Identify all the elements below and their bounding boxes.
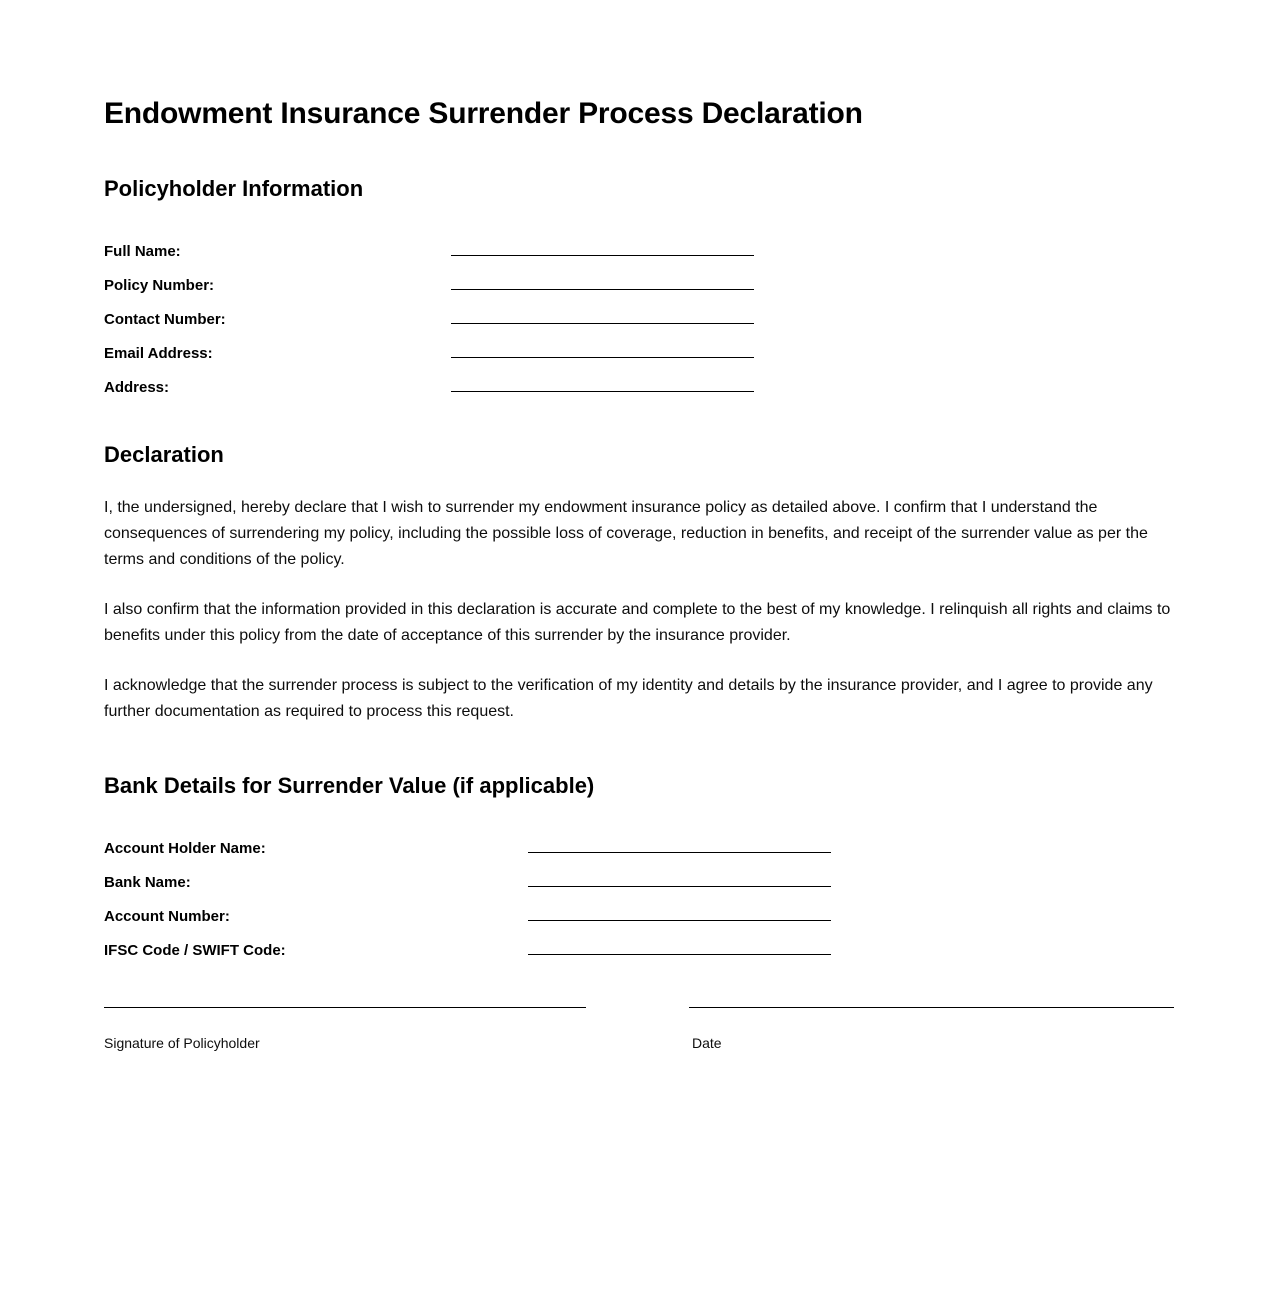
write-in-rule — [451, 323, 754, 324]
field-label-contact-number: Contact Number: — [104, 310, 226, 328]
table-row — [104, 328, 754, 362]
label-rule-spacer — [226, 260, 451, 294]
field-input-account-number[interactable] — [528, 891, 831, 925]
write-in-rule — [451, 357, 754, 358]
field-input-address[interactable] — [451, 362, 754, 396]
table-row — [104, 294, 754, 328]
signature-area — [104, 1007, 1174, 1077]
table-row — [104, 362, 754, 396]
page-title: Endowment Insurance Surrender Process Declaration — [104, 97, 863, 130]
field-label-ifsc-swift-code: IFSC Code / SWIFT Code: — [104, 941, 286, 959]
field-label-address: Address: — [104, 378, 170, 396]
table-row — [104, 823, 831, 857]
table-row — [104, 925, 831, 959]
write-in-rule — [451, 391, 754, 392]
bank-field-list — [104, 823, 831, 959]
field-input-full-name[interactable] — [451, 226, 754, 260]
label-rule-spacer — [226, 226, 451, 260]
field-input-email-address[interactable] — [451, 328, 754, 362]
field-label-email-address: Email Address: — [104, 344, 213, 362]
signature-caption: Signature of Policyholder — [104, 1035, 260, 1052]
write-in-rule — [528, 954, 831, 955]
bank-section-heading: Bank Details for Surrender Value (if applicable) — [104, 772, 595, 798]
declaration-body — [104, 495, 1174, 725]
field-input-contact-number[interactable] — [451, 294, 754, 328]
write-in-rule — [451, 255, 754, 256]
table-row — [104, 260, 754, 294]
field-input-policy-number[interactable] — [451, 260, 754, 294]
declaration-paragraph-1: I, the undersigned, hereby declare that I wish to surrender my endowment insurance policy as detailed above. I confirm that I understand the consequences of surrendering my policy, including the possible loss of coverage, reduction in benefits, and receipt of the surrender value as per the terms and conditions of the policy. — [104, 498, 1148, 568]
label-rule-spacer — [286, 823, 528, 857]
field-label-bank-name: Bank Name: — [104, 873, 191, 891]
write-in-rule — [528, 886, 831, 887]
field-label-account-holder-name: Account Holder Name: — [104, 839, 266, 857]
field-input-account-holder-name[interactable] — [528, 823, 831, 857]
field-label-full-name: Full Name: — [104, 242, 181, 260]
declaration-paragraph-3: I acknowledge that the surrender process is subject to the verification of my identity and details by the insurance provider, and I agree to provide any further documentation as required to process this request. — [104, 676, 1153, 720]
field-input-bank-name[interactable] — [528, 857, 831, 891]
write-in-rule — [528, 852, 831, 853]
label-rule-spacer — [226, 362, 451, 396]
declaration-section-heading: Declaration — [104, 442, 224, 468]
signature-rule[interactable] — [104, 1007, 586, 1008]
declaration-paragraph-2: I also confirm that the information provided in this declaration is accurate and complete to the best of my knowledge. I relinquish all rights and claims to benefits under this policy from the date of acceptance of this surrender by the insurance provider. — [104, 600, 1171, 644]
write-in-rule — [528, 920, 831, 921]
field-input-ifsc-swift-code[interactable] — [528, 925, 831, 959]
policyholder-field-list — [104, 226, 754, 396]
field-label-policy-number: Policy Number: — [104, 276, 215, 294]
label-rule-spacer — [286, 857, 528, 891]
label-rule-spacer — [226, 294, 451, 328]
write-in-rule — [451, 289, 754, 290]
date-caption: Date — [692, 1035, 722, 1052]
table-row — [104, 891, 831, 925]
table-row — [104, 857, 831, 891]
bank-field-table — [104, 823, 831, 959]
table-row — [104, 226, 754, 260]
label-rule-spacer — [226, 328, 451, 362]
label-rule-spacer — [286, 891, 528, 925]
policyholder-section-heading: Policyholder Information — [104, 176, 364, 201]
policyholder-field-table — [104, 226, 754, 396]
field-label-account-number: Account Number: — [104, 907, 230, 925]
label-rule-spacer — [286, 925, 528, 959]
date-rule[interactable] — [689, 1007, 1174, 1008]
